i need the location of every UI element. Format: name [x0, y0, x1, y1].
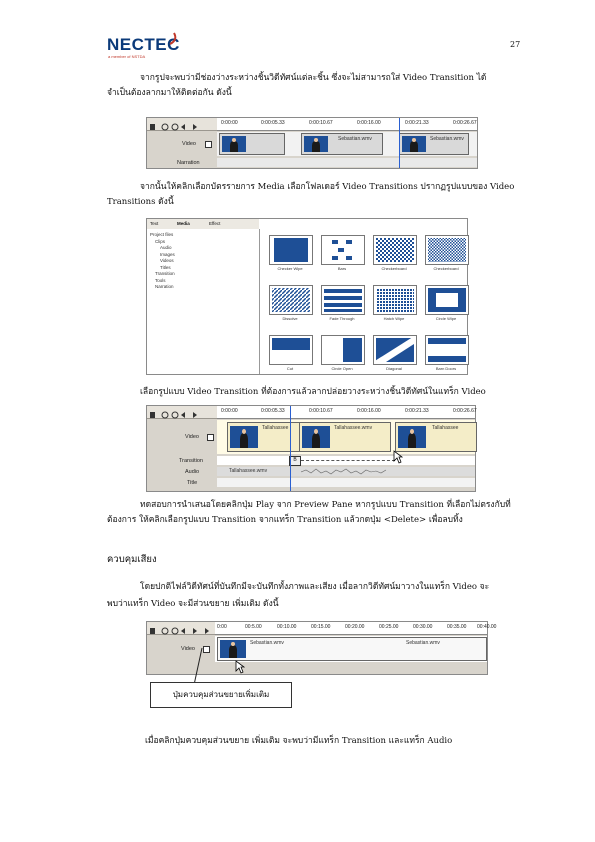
nectec-logo: NECTEC	[107, 35, 180, 54]
video-clip[interactable]	[219, 133, 285, 155]
paragraph-1-line-2: จำเป็นต้องลากมาให้ติดต่อกัน ดังนี้	[107, 88, 232, 98]
paragraph-6-line-1: เมื่อคลิกปุ่มควบคุมส่วนขยาย เพิ่มเติม จะพบว่ามีแทร็ก Transition และแทร็ก Audio	[145, 736, 453, 746]
transition-thumb[interactable]	[321, 235, 365, 265]
video-clip[interactable]: Tallahassee	[227, 422, 301, 452]
tree-item[interactable]: Images	[160, 251, 175, 257]
logo-tagline: a member of NSTDA	[108, 54, 146, 59]
transition-caption: Cut	[286, 366, 294, 371]
video-clip[interactable]: Sebastian.wmv Sebastian.wmv	[217, 637, 487, 661]
project-tree-panel	[147, 229, 260, 374]
title-track[interactable]	[217, 478, 475, 487]
transitions-gallery-screenshot	[146, 218, 468, 375]
clip-thumbnail	[230, 426, 258, 448]
expand-toggle-icon[interactable]	[207, 434, 214, 441]
timeline-toolbar	[147, 118, 217, 131]
timeline-toolbar	[147, 622, 215, 635]
clip-thumbnail	[222, 136, 246, 152]
transition-caption: Checker Wipe	[277, 266, 303, 271]
track-label-audio: Audio	[185, 469, 200, 475]
transition-track[interactable]	[217, 456, 475, 465]
audio-waveform-icon	[301, 468, 391, 475]
expand-toggle-icon[interactable]	[205, 141, 212, 148]
transition-thumb[interactable]	[321, 285, 365, 315]
audio-track[interactable]: Tallahassee.wmv	[217, 467, 475, 476]
track-label-transition: Transition	[179, 458, 203, 464]
clip-thumbnail	[398, 426, 426, 448]
track-label-narration: Narration	[177, 160, 200, 166]
timeline-ruler[interactable]: 0:00:00 0:00:05.33 0:00:10.67 0:00:16.00 0:00:21.33 0:00:26.67	[217, 118, 477, 131]
page-number: 27	[510, 40, 521, 49]
transition-caption: Bars	[337, 266, 347, 271]
video-clip[interactable]: Tallahassee	[395, 422, 477, 452]
tree-item[interactable]: Videos	[160, 258, 174, 263]
video-clip[interactable]: Sebastian.wmv	[301, 133, 383, 155]
video-track[interactable]	[217, 132, 477, 156]
paragraph-5-line-2: พบว่าแทร็ก Video จะมีส่วนขยาย เพิ่มเติม ดังนี้	[107, 599, 279, 609]
section-heading: ควบคุมเสียง	[107, 554, 157, 565]
tree-item[interactable]: Audio	[160, 245, 172, 250]
transition-thumb[interactable]	[321, 335, 365, 365]
transition-thumb[interactable]	[425, 335, 469, 365]
transition-thumb[interactable]	[373, 235, 417, 265]
transition-caption: Diagonal	[386, 366, 402, 371]
transition-marker[interactable]: B	[289, 456, 301, 466]
video-clip[interactable]: Sebastian.wmv	[399, 133, 469, 155]
paragraph-3-line-1: เลือกรูปแบบ Video Transition ที่ต้องการแล้วลากปล่อยวางระหว่างชิ้นวิดีทัศน์ในแทร็ก Video	[140, 387, 486, 397]
narration-track[interactable]	[217, 158, 477, 167]
track-label-video: Video	[181, 646, 195, 652]
cursor-arrow-icon	[393, 450, 403, 464]
transition-caption: Circle Wipe	[435, 316, 457, 321]
tree-item[interactable]: Titles	[160, 264, 171, 270]
playhead[interactable]	[399, 118, 400, 168]
transition-thumb[interactable]	[269, 285, 313, 315]
video-track[interactable]	[217, 420, 475, 454]
video-track[interactable]	[215, 636, 487, 662]
transition-thumb[interactable]	[269, 235, 313, 265]
transition-caption: Checkerboard	[433, 266, 459, 271]
tab-effect[interactable]: Effect	[209, 221, 221, 226]
logo-swoosh-icon	[168, 32, 180, 46]
transition-thumb[interactable]	[373, 285, 417, 315]
timeline-screenshot-2	[146, 405, 476, 492]
tab-text[interactable]: Text	[150, 221, 159, 226]
clip-thumbnail	[302, 426, 330, 448]
timeline-toolbar	[147, 406, 217, 419]
paragraph-1-line-1: จากรูปจะพบว่ามีช่องว่างระหว่างชิ้นวิดีทัศน์แต่ละชิ้น ซึ่งจะไม่สามารถใส่ Video Transition ได้	[140, 73, 487, 83]
paragraph-5-line-1: โดยปกติไฟล์วิดีทัศน์ที่บันทึกมีจะบันทึกทั้งภาพและเสียง เมื่อลากวิดีทัศน์มาวางในแทร็ก Video จะ	[140, 582, 490, 592]
paragraph-4-line-1: ทดสอบการนำเสนอโดยคลิกปุ่ม Play จาก Preview Pane หากรูปแบบ Transition ที่เลือกไม่ตรงกับที่	[140, 500, 511, 510]
callout-box: ปุ่มควบคุมส่วนขยายเพิ่มเติม	[150, 682, 292, 708]
clip-thumbnail	[304, 136, 328, 152]
transition-caption: Fade Through	[329, 316, 355, 321]
clip-thumbnail	[402, 136, 426, 152]
timeline-ruler[interactable]: 0:00:00 0:00:05.33 0:00:10.67 0:00:16.00 0:00:21.33 0:00:26.67	[217, 406, 475, 419]
timeline-ruler[interactable]: 0:00 00:5.00 00:10.00 00:15.00 00:20.00 00:25.00 00:30.00 00:35.00 00:40.00	[215, 622, 487, 635]
track-label-video: Video	[182, 141, 196, 147]
tree-item[interactable]: Tools	[155, 277, 166, 283]
transition-caption: Checkerboard	[381, 266, 407, 271]
tree-item[interactable]: Clips	[155, 238, 166, 244]
transition-caption: Dissolve	[282, 316, 298, 321]
timeline-screenshot-1	[146, 117, 478, 169]
video-clip[interactable]: Tallahassee.wmv	[299, 422, 391, 452]
clip-thumbnail	[220, 640, 246, 658]
cursor-arrow-icon	[235, 660, 245, 674]
tab-media[interactable]: Media	[177, 221, 190, 226]
paragraph-2-line-2: Transitions ดังนี้	[107, 197, 174, 207]
track-label-title: Title	[187, 480, 198, 486]
transition-thumb[interactable]	[269, 335, 313, 365]
tree-item[interactable]: Transition	[155, 271, 175, 276]
transition-caption: Barn Doors	[435, 366, 457, 371]
tree-root[interactable]: Project files	[150, 232, 174, 237]
transition-thumb[interactable]	[425, 285, 469, 315]
playhead[interactable]	[290, 406, 291, 491]
transition-caption: Hatch Wipe	[383, 316, 405, 321]
tree-item[interactable]: Narration	[155, 284, 174, 289]
project-tree	[150, 232, 175, 291]
transition-caption: Circle Open	[331, 366, 353, 371]
transition-thumb[interactable]	[425, 235, 469, 265]
transition-thumb[interactable]	[373, 335, 417, 365]
drag-path	[301, 460, 395, 461]
track-label-video: Video	[185, 434, 199, 440]
paragraph-2-line-1: จากนั้นให้คลิกเลือกบัตรรายการ Media เลือกโฟลเดอร์ Video Transitions ปรากฏรูปแบบของ Video	[140, 182, 515, 192]
paragraph-4-line-2: ต้องการ ให้คลิกเลือกรูปแบบ Transition จากแทร็ก Transition แล้วกดปุ่ม <Delete> เพื่อลบทิ้ง	[107, 515, 463, 525]
